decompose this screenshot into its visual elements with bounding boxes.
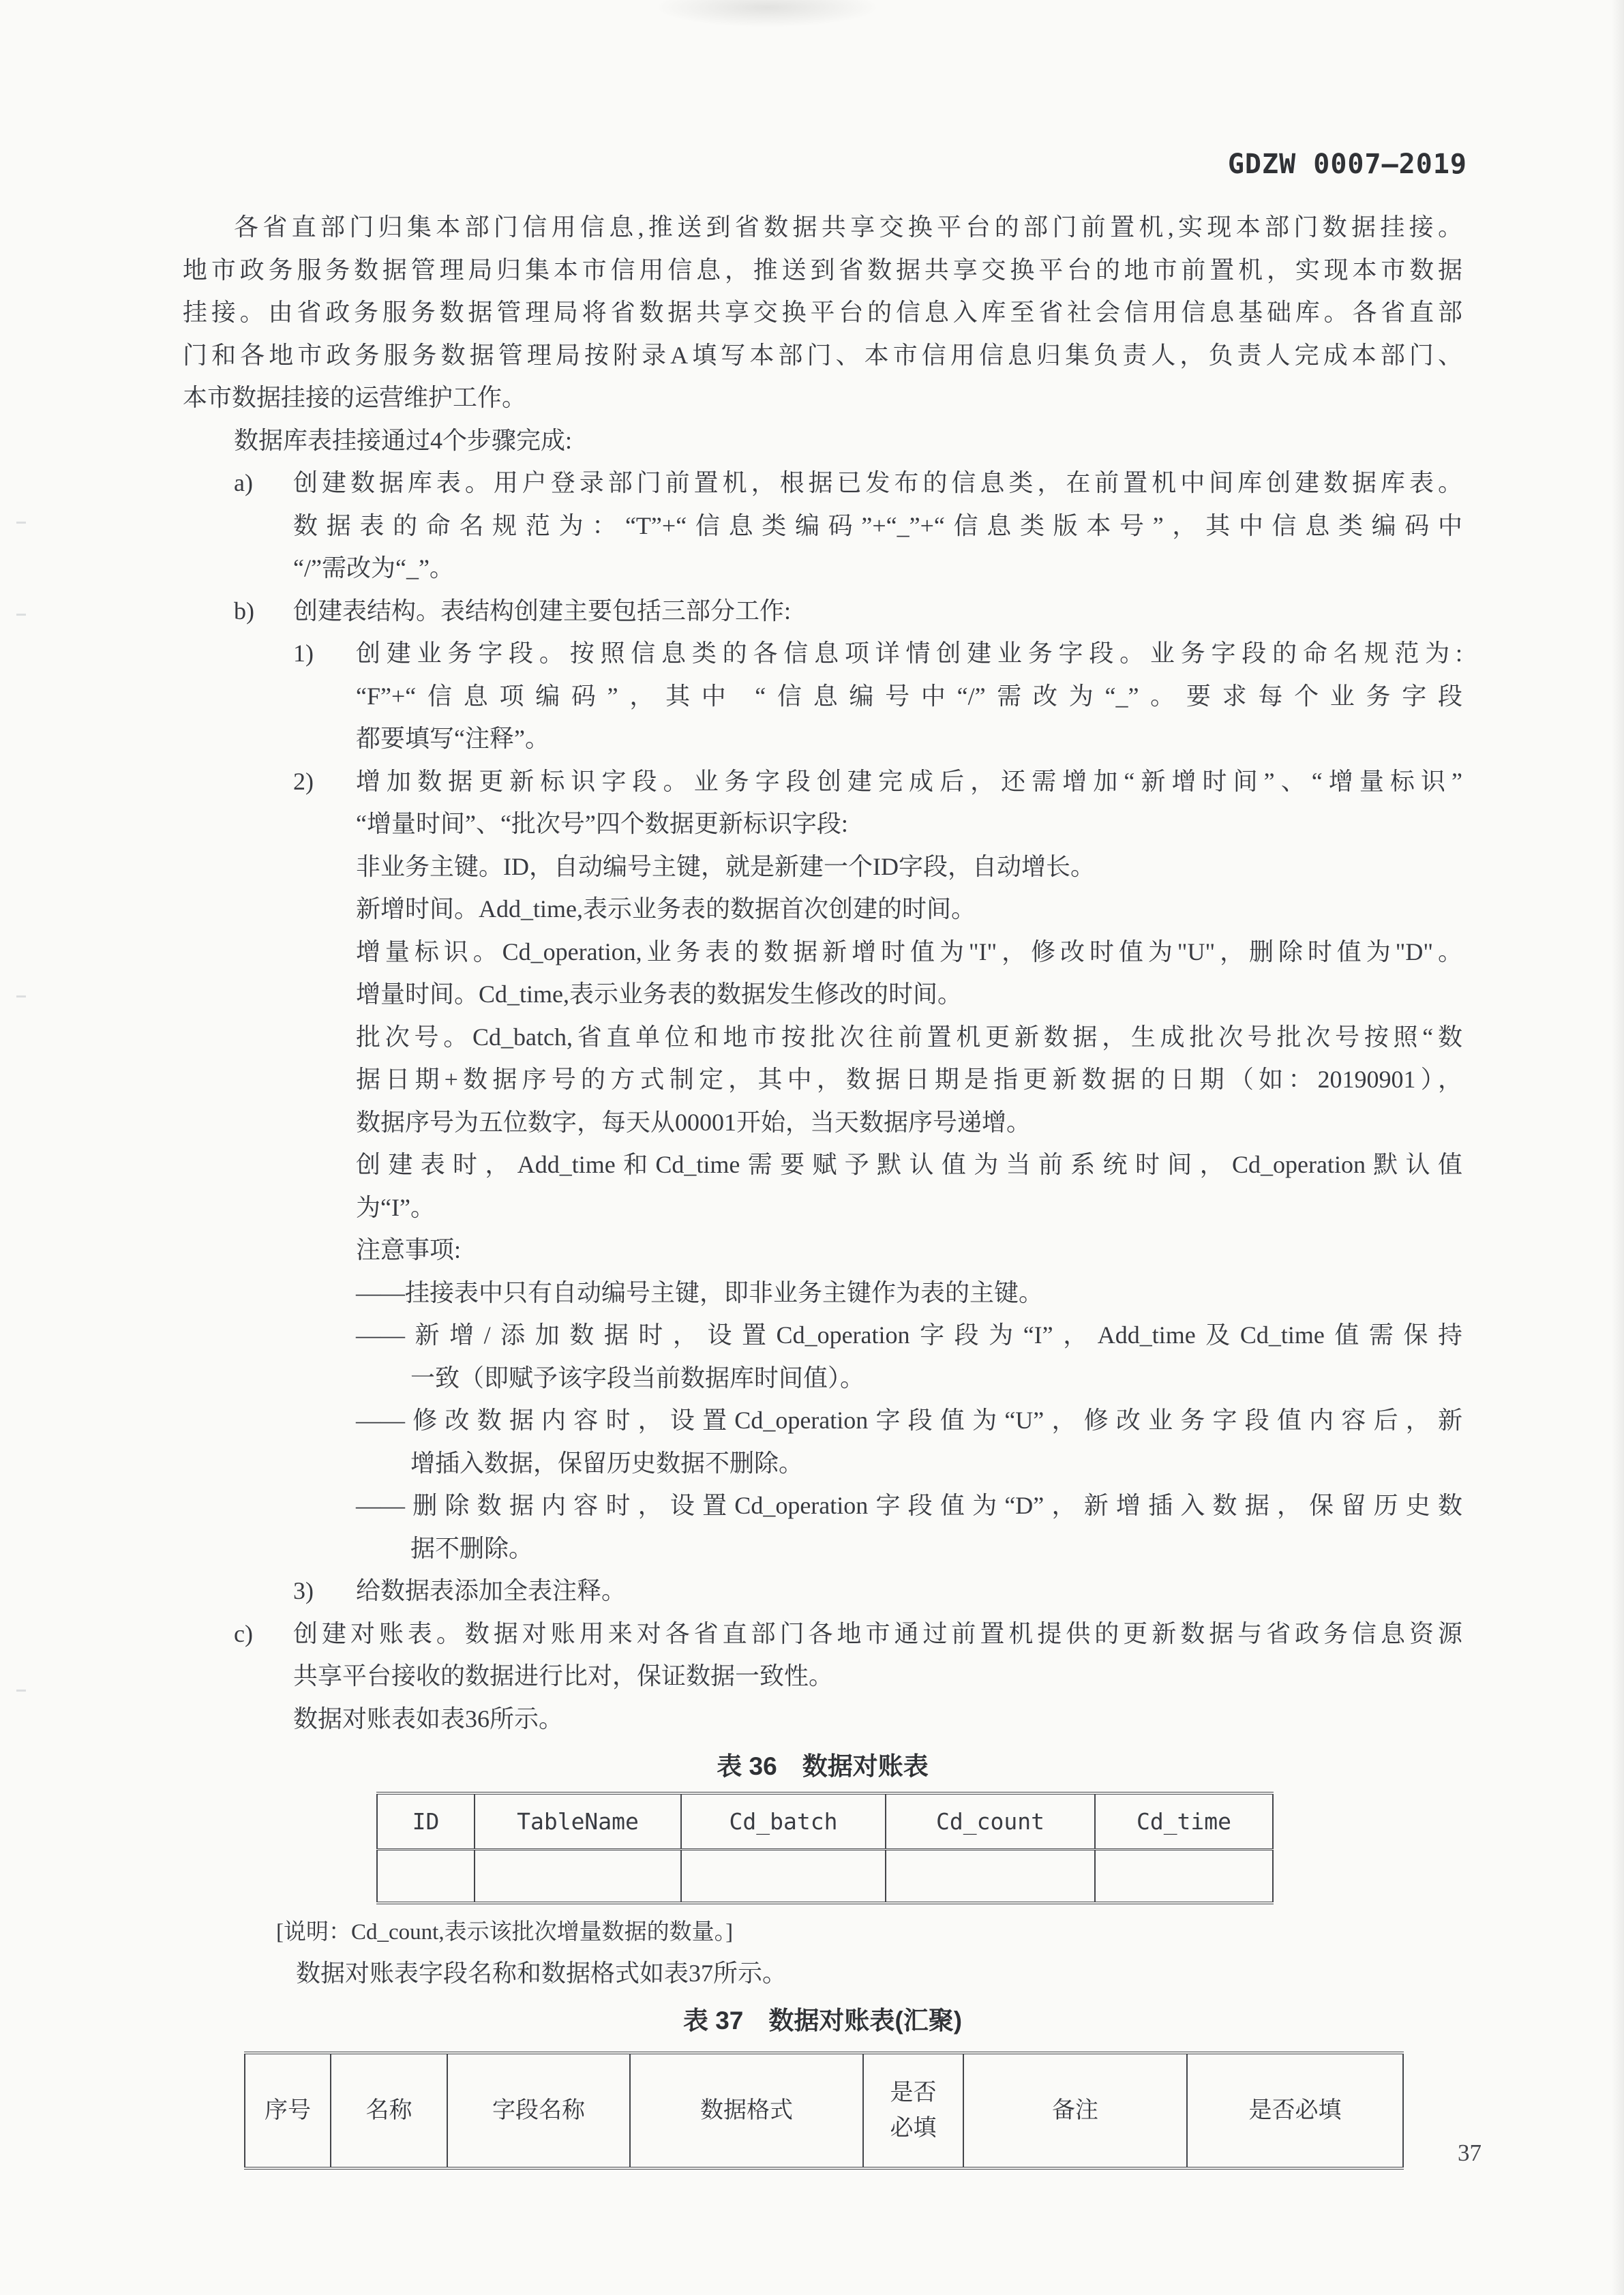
text-line-content: 一致（即赋予该字段当前数据库时间值）。 [410,1364,865,1392]
text-line [183,1527,1462,1570]
text-line [183,1484,1462,1527]
text-line [183,1229,1462,1272]
text-line-content: 据日期+数据序号的方式制定，其中，数据日期是指更新数据的日期（如：20190901）， [356,1066,1462,1093]
table36-col-cd-time: Cd_time [1095,1793,1273,1850]
table36-header-row [377,1793,1273,1850]
table37-col-seq: 序号 [245,2053,331,2168]
text-line [183,1101,1462,1144]
table36-note: [说明：Cd_count,表示该批次增量数据的数量。] [276,1920,734,1945]
text-line [183,590,1462,633]
text-line [183,1186,1462,1229]
text-line-content: 数据库表挂接通过4个步骤完成: [234,426,573,454]
text-line-content: 非业务主键。ID，自动编号主键，就是新建一个ID字段，自动增长。 [356,852,1095,880]
text-line [183,334,1462,377]
text-line [183,1357,1462,1400]
text-line-content: “F”+“信息项编码”，其中 “信息编号中“/”需改为“_”。要求每个业务字段 [356,682,1462,710]
table36-title: 表 36 数据对账表 [717,1752,929,1780]
scan-margin-tick [16,522,26,524]
text-line-content: 增加数据更新标识字段。业务字段创建完成后，还需增加“新增时间”、“增量标识” [356,767,1462,795]
page-body [183,206,1462,2170]
text-line [183,717,1462,760]
text-line-content: 批次号。Cd_batch,省直单位和地市按批次往前置机更新数据，生成批次号批次号按照“数 [356,1023,1462,1051]
text-line-content: 都要填写“注释”。 [356,725,550,752]
text-line-content: 据不删除。 [410,1534,534,1562]
text-line-content: 新增时间。Add_time,表示业务表的数据首次创建的时间。 [356,895,976,922]
text-line-content: 各省直部门归集本部门信用信息,推送到省数据共享交换平台的部门前置机,实现本部门数据挂接。 [234,213,1462,241]
list-label: 2) [293,767,314,795]
text-line [183,632,1462,675]
table37-col-required-2: 是否必填 [1187,2053,1403,2168]
text-line-content: 共享平台接收的数据进行比对，保证数据一致性。 [293,1662,834,1690]
text-line-content: ——修改数据内容时，设置Cd_operation字段值为“U”，修改业务字段值内容后，新 [356,1407,1462,1434]
text-line [183,1612,1462,1655]
text-line [183,1570,1462,1612]
table36-empty-row [377,1850,1273,1904]
list-label: c) [234,1619,253,1647]
table36-col-cd-batch: Cd_batch [681,1793,886,1850]
scan-margin-tick [16,1690,26,1692]
text-line-content: 数据序号为五位数字，每天从00001开始，当天数据序号递增。 [356,1108,1032,1136]
text-line-content: ——新增/添加数据时，设置Cd_operation字段为“I”，Add_time及Cd_time值需保持 [356,1321,1462,1349]
text-line [183,888,1462,931]
table37-col-required: 是否必填 [863,2053,963,2168]
text-line [183,1058,1462,1101]
text-line-content: 数据表的命名规范为：“T”+“信息类编码”+“_”+“信息类版本号”，其中信息类编码中 [293,511,1462,539]
table37-col-field-name: 字段名称 [447,2053,630,2168]
list-label: 1) [293,640,314,667]
list-label: 3) [293,1577,314,1604]
scan-margin-tick [16,995,26,997]
text-line-content: 增插入数据，保留历史数据不删除。 [410,1449,804,1477]
table36-col-tablename: TableName [475,1793,681,1850]
text-line-content: 地市政务服务数据管理局归集本市信用信息，推送到省数据共享交换平台的地市前置机，实现本市数据 [183,256,1462,284]
text-line-content: “增量时间”、“批次号”四个数据更新标识字段: [356,810,848,837]
text-line-content: 数据对账表如表36所示。 [293,1705,564,1732]
table37-title: 表 37 数据对账表(汇聚) [682,2007,963,2035]
text-line [183,845,1462,888]
text-line [183,1442,1462,1485]
text-line-content: ——挂接表中只有自动编号主键，即非业务主键作为表的主键。 [356,1278,1044,1306]
text-line [183,376,1462,419]
text-line [183,291,1462,334]
text-line-content: 创建业务字段。按照信息类的各信息项详情创建业务字段。业务字段的命名规范为: [356,640,1462,667]
text-line [183,760,1462,803]
text-line-content: 创建对账表。数据对账用来对各省直部门各地市通过前置机提供的更新数据与省政务信息资源 [293,1619,1462,1647]
table36-col-cd-count: Cd_count [886,1793,1095,1850]
text-line [183,462,1462,505]
list-label: b) [234,597,254,625]
text-line [183,249,1462,292]
text-line-content: 注意事项: [356,1236,462,1263]
text-line [183,547,1462,590]
text-line [183,419,1462,462]
body-text [183,206,1462,1740]
text-line [183,1655,1462,1698]
scan-edge-shade [1612,0,1624,2295]
text-line-content: 给数据表添加全表注释。 [356,1577,627,1604]
scan-smudge [655,0,879,27]
table36-col-id: ID [377,1793,475,1850]
table37-intro: 数据对账表字段名称和数据格式如表37所示。 [296,1960,787,1987]
table37 [244,2052,1404,2170]
text-line-content: 为“I”。 [356,1193,435,1221]
text-line [183,1016,1462,1059]
document-code: GDZW 0007—2019 [1227,149,1467,180]
text-line-content: 增量标识。Cd_operation,业务表的数据新增时值为"I"，修改时值为"U"，删除时值为"D"。 [356,937,1462,965]
table37-header-row [245,2053,1403,2168]
table37-col-remark: 备注 [963,2053,1187,2168]
text-line-content: 门和各地市政务服务数据管理局按附录A填写本部门、本市信用信息归集负责人，负责人完成本部门、 [183,341,1462,369]
table37-col-data-format: 数据格式 [630,2053,863,2168]
list-label: a) [234,469,253,496]
text-line [183,1314,1462,1357]
table36 [376,1792,1274,1904]
text-line [183,1399,1462,1442]
scan-margin-tick [16,614,26,616]
text-line-content: 创建表结构。表结构创建主要包括三部分工作: [293,597,792,625]
text-line-content: 创建数据库表。用户登录部门前置机，根据已发布的信息类，在前置机中间库创建数据库表。 [293,469,1462,496]
text-line-content: 增量时间。Cd_time,表示业务表的数据发生修改的时间。 [356,980,962,1008]
text-line [183,1272,1462,1315]
text-line-content: “/”需改为“_”。 [293,554,454,582]
text-line [183,1143,1462,1186]
text-line [183,206,1462,249]
text-line [183,973,1462,1016]
page-number: 37 [1458,2140,1482,2166]
table37-col-name: 名称 [331,2053,447,2168]
text-line [183,802,1462,845]
text-line [183,675,1462,718]
text-line-content: 挂接。由省政务服务数据管理局将省数据共享交换平台的信息入库至省社会信用信息基础库。各省直部 [183,299,1462,326]
text-line-content: 本市数据挂接的运营维护工作。 [183,384,527,411]
text-line-content: ——删除数据内容时，设置Cd_operation字段值为“D”，新增插入数据，保留历史数 [356,1492,1462,1519]
text-line [183,505,1462,548]
text-line [183,931,1462,974]
text-line-content: 创建表时，Add_time和Cd_time需要赋予默认值为当前系统时间，Cd_operation默认值 [356,1151,1462,1178]
text-line [183,1698,1462,1741]
